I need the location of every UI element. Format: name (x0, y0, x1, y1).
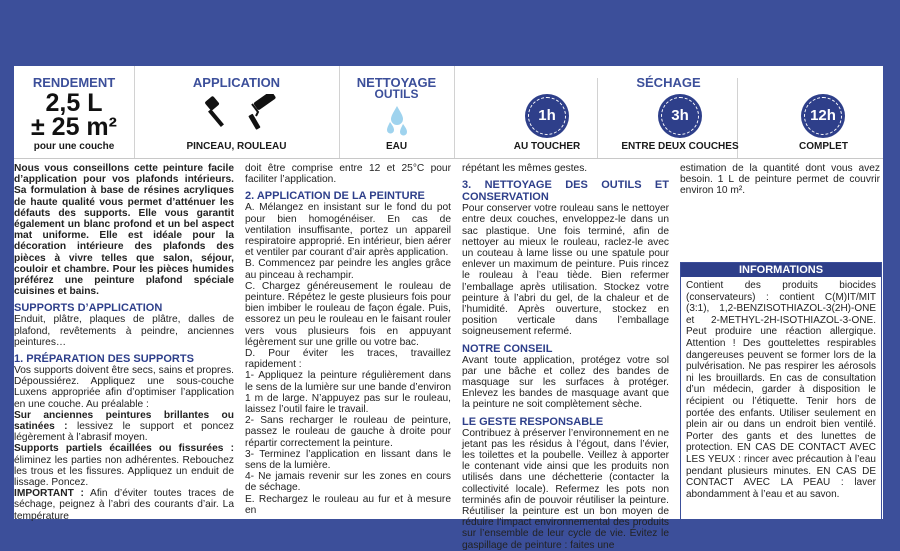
preparation-title: 1. PRÉPARATION DES SUPPORTS (14, 353, 194, 366)
text-column-4 (680, 163, 880, 197)
paint-roller-icon (246, 94, 280, 132)
clock-12h-label: 12h (810, 107, 836, 124)
geste-text: Contribuez à préserver l’environnement en ne jetant pas les résidus à l’égout, dans l’évier, les toilettes et la poubelle. Veillez à apporter le contenant vide ainsi que les produits non utilisés dans une déchetterie (contacter la collectivité locale). Refermez les pots non terminés afin de pouvoir réutiliser la peinture. Réutiliser la peinture est un bon moyen de réduire l’impact environnemental des produits sur l’ensemble de leur cycle de vie. Évitez le gaspillage de peinture : faites une (462, 427, 669, 551)
clock-3h-icon (658, 94, 702, 138)
clock-1h-label: 1h (538, 107, 556, 124)
text-column-3 (462, 163, 669, 551)
application-peinture-title: 2. APPLICATION DE LA PEINTURE (245, 190, 425, 203)
col2-intro: doit être comprise entre 12 et 25°C pour faciliter l’application. (245, 163, 451, 186)
geste-title: LE GESTE RESPONSABLE (462, 415, 604, 428)
important-label: IMPORTANT : (14, 488, 84, 500)
clock-12h-icon (801, 94, 845, 138)
informations-title: INFORMATIONS (681, 263, 881, 277)
sechage-block (454, 66, 883, 158)
col3-intro: répétant les mêmes gestes. (462, 163, 588, 174)
nettoyage-conservation-title: 3. NETTOYAGE DES OUTILS ET CONSERVATION (462, 179, 669, 204)
clock-1h-icon (525, 94, 569, 138)
application-title: APPLICATION (192, 75, 281, 90)
anciennes-text: lessivez le support et poncez légèrement à l’abrasif moyen. (14, 421, 234, 444)
nettoyage-conservation-text: Pour conserver votre rouleau sans le nettoyer entre deux couches, enveloppez-le dans un sac plastique. Une fois terminé, afin de nettoyer au mieux le rouleau, raclez-le avec un couteau à lame lisse ou une spatule pour enlever un maximum de peinture. Puis rincez le rouleau à l’eau tiède. Bien refermer l’emballage après utilisation. Stockez votre peinture à l’abri du gel, de la chaleur et de l’humidité. Après ouverture, stockez en position verticale dans l’emballage soigneusement refermé. (462, 203, 669, 338)
rendement-caption: pour une couche (33, 141, 115, 152)
important-text: Afin d’éviter toutes traces de séchage, peignez à l’abri des courants d’air. La température (14, 488, 234, 522)
anciennes-label: Sur anciennes peintures brillantes ou satinées : (14, 409, 234, 433)
rendement-block (14, 66, 135, 158)
preparation-text: Vos supports doivent être secs, sains et propres. Dépoussiérez. Appliquez une sous-couche Luxens appropriée afin d’optimiser l’application en une couche. Au préalable : (14, 365, 234, 410)
sechage-caption-1: AU TOUCHER (513, 141, 581, 152)
step-d1: 1- Appliquez la peinture régulièrement dans le sens de la lumière sur une bande d’environ 1 m de large. N’appuyez pas sur le rouleau, laissez l’outil faire le travail. (245, 370, 451, 416)
nettoyage-title-1: NETTOYAGE (356, 75, 437, 90)
step-d4: 4- Ne jamais revenir sur les zones en cours de séchage. (245, 471, 451, 494)
step-e: E. Rechargez le rouleau au fur et à mesure en (245, 493, 451, 516)
sechage-title: SÉCHAGE (636, 75, 701, 90)
ecailles-label: Supports partiels écaillées ou fissurées : (14, 443, 234, 455)
supports-title: SUPPORTS D’APPLICATION (14, 302, 163, 315)
step-c: C. Chargez généreusement le rouleau de peinture. Répétez le geste plusieurs fois pour bien imbiber le rouleau de façon égale. Puis, essorez un peu le rouleau en le faisant rouler vers vous plusieurs fois en appuyant légèrement sur une grille ou votre bac. (245, 280, 451, 348)
text-column-2 (245, 163, 451, 516)
application-caption: PINCEAU, ROULEAU (186, 141, 287, 152)
nettoyage-block (339, 66, 455, 158)
col4-intro: estimation de la quantité dont vous avez besoin. 1 L de peinture permet de couvrir environ 10 m². (680, 163, 880, 197)
conseil-text: Avant toute application, protégez votre sol par une bâche et collez des bandes de masquage sur les surfaces à protéger. Enlevez les bandes de masquage avant que la peinture ne soit complètement sèche. (462, 354, 669, 411)
step-b: B. Commencez par peindre les angles grâce au pinceau à rechampir. (245, 258, 451, 281)
supports-text: Enduit, plâtre, plaques de plâtre, dalles de plafond, revêtements à peindre, anciennes peintures… (14, 314, 234, 348)
sechage-caption-3: COMPLET (799, 141, 848, 152)
step-d3: 3- Terminez l’application en lissant dans le sens de la lumière. (245, 448, 451, 472)
step-a: A. Mélangez en insistant sur le fond du pot pour bien homogénéiser. En cas de ventilation insuffisante, portez un appareil respiratoire approprié. En intérieur, bien aérer et ventiler par courant d’air après application. (245, 202, 451, 259)
conseil-title: NOTRE CONSEIL (462, 342, 553, 355)
nettoyage-caption: EAU (385, 141, 408, 152)
application-block (134, 66, 340, 158)
text-column-1 (14, 163, 234, 522)
nettoyage-title-2: OUTILS (374, 87, 419, 101)
ecailles-text: éliminez les parties non adhérentes. Rebouchez les trous et les fissures. Appliquez un enduit de lissage. Poncez. (14, 454, 234, 489)
water-drops-icon (384, 104, 410, 138)
clock-3h-label: 3h (671, 107, 689, 124)
informations-text: Contient des produits biocides (conservateurs) : contient C(M)IT/MIT (3:1), 1,2-BENZISOTHIAZOL-3(2H)-ONE et 2-METHYL-2H-ISOTHIAZOL-3-ONE. Peut produire une réaction allergique. Attention ! Des gouttelettes respirables dangereuses peuvent se former lors de la pulvérisation. Ne pas respirer les aérosols ni les brouillards. En cas de consultation d’un médecin, garder à disposition le récipient ou l’étiquette. Tenir hors de portée des enfants. Utiliser seulement en plein air ou dans un endroit bien ventilé. Porter des gants et des lunettes de protection. EN CAS DE CONTACT AVEC LES YEUX : rincer avec précaution à l’eau pendant plusieurs minutes. EN CAS DE CONTACT AVEC LA PEAU : laver abondamment à l’eau et au savon. (686, 280, 876, 500)
rendement-volume: 2,5 L (45, 89, 103, 117)
spec-band (14, 66, 883, 159)
step-d2: 2- Sans recharger le rouleau de peinture, passez le rouleau de gauche à droite pour répartir correctement la peinture. (245, 415, 451, 449)
sechage-caption-2: ENTRE DEUX COUCHES (621, 141, 739, 152)
rendement-title: RENDEMENT (32, 75, 116, 90)
paintbrush-icon (204, 96, 236, 132)
informations-box (680, 262, 882, 521)
step-d: D. Pour éviter les traces, travaillez rapidement : (245, 348, 451, 371)
intro-text: Nous vous conseillons cette peinture facile d’application pour vos plafonds intérieurs. Sa formulation à base de résines acryliques de haute qualité vous permet d’atténuer les défauts des supports. Elle vous garantit également un blanc profond et un bel aspect mat uniforme. Elle est idéale pour la décoration intérieure des plafonds des pièces à vivre telles que salon, séjour, couloir et chambre. Pour les pièces humides préférez une peinture plafond spéciale cuisines et bains. (14, 163, 234, 298)
label-card (14, 66, 883, 551)
rendement-surface: ± 25 m² (31, 113, 117, 141)
